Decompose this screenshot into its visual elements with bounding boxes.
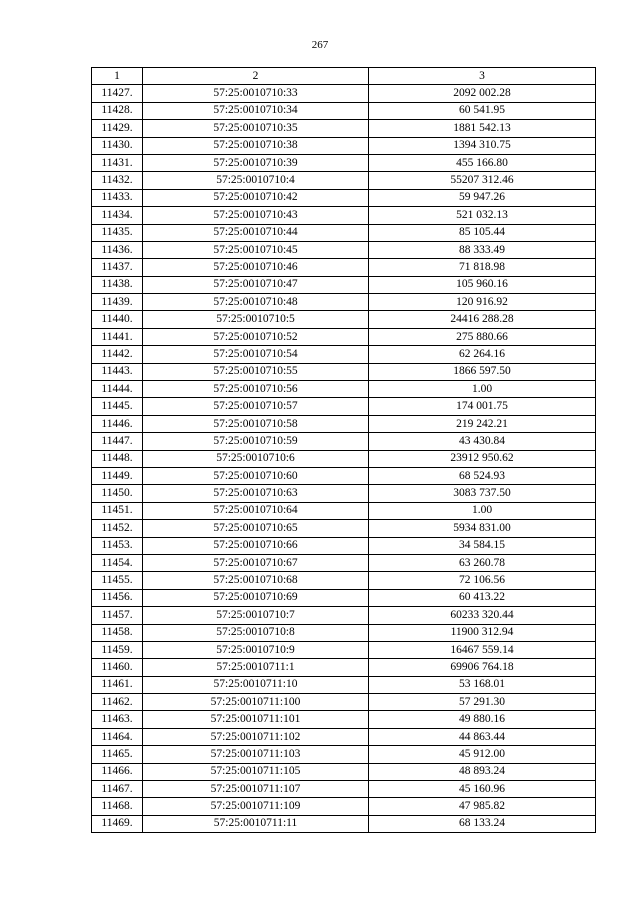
table-row <box>92 120 596 137</box>
cadastral-number-cell: 57:25:0010710:63 <box>143 485 369 502</box>
row-number-cell: 11437. <box>92 259 143 276</box>
table-row <box>92 85 596 102</box>
cadastral-number-cell: 57:25:0010710:67 <box>143 554 369 571</box>
value-cell: 1881 542.13 <box>369 120 596 137</box>
row-number-cell: 11436. <box>92 241 143 258</box>
cadastral-number-cell: 57:25:0010710:9 <box>143 641 369 658</box>
value-cell: 174 001.75 <box>369 398 596 415</box>
table-row <box>92 485 596 502</box>
row-number-cell: 11469. <box>92 815 143 832</box>
table-row <box>92 607 596 624</box>
table-row <box>92 450 596 467</box>
table-row <box>92 537 596 554</box>
row-number-cell: 11454. <box>92 554 143 571</box>
table-row <box>92 346 596 363</box>
row-number-cell: 11465. <box>92 746 143 763</box>
row-number-cell: 11428. <box>92 102 143 119</box>
data-table <box>91 67 596 833</box>
table-row <box>92 328 596 345</box>
table-row <box>92 798 596 815</box>
table-row <box>92 728 596 745</box>
table-row <box>92 763 596 780</box>
table-row <box>92 572 596 589</box>
cadastral-number-cell: 57:25:0010710:64 <box>143 502 369 519</box>
row-number-cell: 11464. <box>92 728 143 745</box>
cadastral-number-cell: 57:25:0010711:101 <box>143 711 369 728</box>
value-cell: 34 584.15 <box>369 537 596 554</box>
row-number-cell: 11468. <box>92 798 143 815</box>
table-header-row <box>92 68 596 85</box>
row-number-cell: 11448. <box>92 450 143 467</box>
cadastral-number-cell: 57:25:0010710:5 <box>143 311 369 328</box>
column-header-value: 3 <box>369 68 596 85</box>
row-number-cell: 11442. <box>92 346 143 363</box>
value-cell: 3083 737.50 <box>369 485 596 502</box>
table-row <box>92 746 596 763</box>
cadastral-number-cell: 57:25:0010710:45 <box>143 241 369 258</box>
table-row <box>92 554 596 571</box>
row-number-cell: 11453. <box>92 537 143 554</box>
row-number-cell: 11452. <box>92 520 143 537</box>
row-number-cell: 11441. <box>92 328 143 345</box>
cadastral-number-cell: 57:25:0010710:7 <box>143 607 369 624</box>
cadastral-number-cell: 57:25:0010710:58 <box>143 415 369 432</box>
cadastral-number-cell: 57:25:0010710:54 <box>143 346 369 363</box>
cadastral-number-cell: 57:25:0010710:47 <box>143 276 369 293</box>
table-row <box>92 467 596 484</box>
value-cell: 120 916.92 <box>369 294 596 311</box>
table-row <box>92 224 596 241</box>
table-row <box>92 259 596 276</box>
cadastral-number-cell: 57:25:0010710:48 <box>143 294 369 311</box>
cadastral-number-cell: 57:25:0010710:46 <box>143 259 369 276</box>
value-cell: 1866 597.50 <box>369 363 596 380</box>
value-cell: 43 430.84 <box>369 433 596 450</box>
cadastral-number-cell: 57:25:0010710:55 <box>143 363 369 380</box>
cadastral-number-cell: 57:25:0010710:59 <box>143 433 369 450</box>
cadastral-number-cell: 57:25:0010710:33 <box>143 85 369 102</box>
value-cell: 1394 310.75 <box>369 137 596 154</box>
cadastral-number-cell: 57:25:0010710:65 <box>143 520 369 537</box>
cadastral-number-cell: 57:25:0010711:102 <box>143 728 369 745</box>
value-cell: 23912 950.62 <box>369 450 596 467</box>
value-cell: 53 168.01 <box>369 676 596 693</box>
cadastral-number-cell: 57:25:0010711:1 <box>143 659 369 676</box>
page-number: 267 <box>311 39 329 51</box>
value-cell: 11900 312.94 <box>369 624 596 641</box>
cadastral-number-cell: 57:25:0010710:39 <box>143 154 369 171</box>
table-row <box>92 189 596 206</box>
table-row <box>92 172 596 189</box>
value-cell: 24416 288.28 <box>369 311 596 328</box>
column-header-cadastral-number: 2 <box>143 68 369 85</box>
table-row <box>92 137 596 154</box>
row-number-cell: 11439. <box>92 294 143 311</box>
value-cell: 62 264.16 <box>369 346 596 363</box>
row-number-cell: 11431. <box>92 154 143 171</box>
row-number-cell: 11455. <box>92 572 143 589</box>
value-cell: 521 032.13 <box>369 207 596 224</box>
value-cell: 44 863.44 <box>369 728 596 745</box>
row-number-cell: 11443. <box>92 363 143 380</box>
cadastral-number-cell: 57:25:0010711:107 <box>143 781 369 798</box>
cadastral-number-cell: 57:25:0010710:6 <box>143 450 369 467</box>
cadastral-number-cell: 57:25:0010710:56 <box>143 381 369 398</box>
table-row <box>92 589 596 606</box>
table-row <box>92 502 596 519</box>
row-number-cell: 11461. <box>92 676 143 693</box>
row-number-cell: 11449. <box>92 467 143 484</box>
row-number-cell: 11430. <box>92 137 143 154</box>
cadastral-number-cell: 57:25:0010711:100 <box>143 694 369 711</box>
row-number-cell: 11451. <box>92 502 143 519</box>
cadastral-number-cell: 57:25:0010710:43 <box>143 207 369 224</box>
table-row <box>92 781 596 798</box>
value-cell: 71 818.98 <box>369 259 596 276</box>
row-number-cell: 11434. <box>92 207 143 224</box>
row-number-cell: 11457. <box>92 607 143 624</box>
row-number-cell: 11466. <box>92 763 143 780</box>
table-row <box>92 659 596 676</box>
cadastral-number-cell: 57:25:0010710:8 <box>143 624 369 641</box>
table-row <box>92 694 596 711</box>
value-cell: 55207 312.46 <box>369 172 596 189</box>
row-number-cell: 11447. <box>92 433 143 450</box>
row-number-cell: 11446. <box>92 415 143 432</box>
table-row <box>92 381 596 398</box>
row-number-cell: 11435. <box>92 224 143 241</box>
cadastral-number-cell: 57:25:0010710:34 <box>143 102 369 119</box>
value-cell: 1.00 <box>369 502 596 519</box>
value-cell: 219 242.21 <box>369 415 596 432</box>
cadastral-number-cell: 57:25:0010710:66 <box>143 537 369 554</box>
cadastral-number-cell: 57:25:0010710:60 <box>143 467 369 484</box>
value-cell: 455 166.80 <box>369 154 596 171</box>
table-row <box>92 276 596 293</box>
value-cell: 47 985.82 <box>369 798 596 815</box>
value-cell: 63 260.78 <box>369 554 596 571</box>
row-number-cell: 11459. <box>92 641 143 658</box>
table-row <box>92 207 596 224</box>
value-cell: 45 912.00 <box>369 746 596 763</box>
column-header-number: 1 <box>92 68 143 85</box>
value-cell: 5934 831.00 <box>369 520 596 537</box>
table-row <box>92 294 596 311</box>
cadastral-number-cell: 57:25:0010710:38 <box>143 137 369 154</box>
value-cell: 88 333.49 <box>369 241 596 258</box>
value-cell: 68 524.93 <box>369 467 596 484</box>
value-cell: 1.00 <box>369 381 596 398</box>
cadastral-number-cell: 57:25:0010710:68 <box>143 572 369 589</box>
value-cell: 105 960.16 <box>369 276 596 293</box>
cadastral-number-cell: 57:25:0010711:109 <box>143 798 369 815</box>
table-row <box>92 433 596 450</box>
cadastral-number-cell: 57:25:0010710:44 <box>143 224 369 241</box>
cadastral-number-cell: 57:25:0010711:105 <box>143 763 369 780</box>
row-number-cell: 11467. <box>92 781 143 798</box>
cadastral-number-cell: 57:25:0010711:10 <box>143 676 369 693</box>
row-number-cell: 11432. <box>92 172 143 189</box>
row-number-cell: 11440. <box>92 311 143 328</box>
value-cell: 48 893.24 <box>369 763 596 780</box>
row-number-cell: 11458. <box>92 624 143 641</box>
cadastral-number-cell: 57:25:0010710:69 <box>143 589 369 606</box>
table-row <box>92 363 596 380</box>
value-cell: 60 413.22 <box>369 589 596 606</box>
row-number-cell: 11429. <box>92 120 143 137</box>
value-cell: 16467 559.14 <box>369 641 596 658</box>
cadastral-number-cell: 57:25:0010710:57 <box>143 398 369 415</box>
table-row <box>92 102 596 119</box>
value-cell: 85 105.44 <box>369 224 596 241</box>
table-body <box>92 85 596 833</box>
table-row <box>92 398 596 415</box>
value-cell: 72 106.56 <box>369 572 596 589</box>
value-cell: 60233 320.44 <box>369 607 596 624</box>
value-cell: 275 880.66 <box>369 328 596 345</box>
value-cell: 69906 764.18 <box>369 659 596 676</box>
table-row <box>92 415 596 432</box>
cadastral-number-cell: 57:25:0010710:42 <box>143 189 369 206</box>
table-row <box>92 154 596 171</box>
row-number-cell: 11433. <box>92 189 143 206</box>
cadastral-number-cell: 57:25:0010711:103 <box>143 746 369 763</box>
value-cell: 49 880.16 <box>369 711 596 728</box>
table-row <box>92 641 596 658</box>
value-cell: 68 133.24 <box>369 815 596 832</box>
row-number-cell: 11438. <box>92 276 143 293</box>
table-row <box>92 311 596 328</box>
row-number-cell: 11427. <box>92 85 143 102</box>
value-cell: 57 291.30 <box>369 694 596 711</box>
row-number-cell: 11450. <box>92 485 143 502</box>
table-row <box>92 624 596 641</box>
row-number-cell: 11445. <box>92 398 143 415</box>
table-row <box>92 815 596 832</box>
value-cell: 59 947.26 <box>369 189 596 206</box>
table-row <box>92 520 596 537</box>
cadastral-number-cell: 57:25:0010710:35 <box>143 120 369 137</box>
table-row <box>92 711 596 728</box>
cadastral-number-cell: 57:25:0010710:4 <box>143 172 369 189</box>
table-row <box>92 241 596 258</box>
cadastral-number-cell: 57:25:0010710:52 <box>143 328 369 345</box>
value-cell: 60 541.95 <box>369 102 596 119</box>
row-number-cell: 11460. <box>92 659 143 676</box>
row-number-cell: 11444. <box>92 381 143 398</box>
cadastral-number-cell: 57:25:0010711:11 <box>143 815 369 832</box>
row-number-cell: 11462. <box>92 694 143 711</box>
value-cell: 45 160.96 <box>369 781 596 798</box>
row-number-cell: 11463. <box>92 711 143 728</box>
table-row <box>92 676 596 693</box>
row-number-cell: 11456. <box>92 589 143 606</box>
value-cell: 2092 002.28 <box>369 85 596 102</box>
